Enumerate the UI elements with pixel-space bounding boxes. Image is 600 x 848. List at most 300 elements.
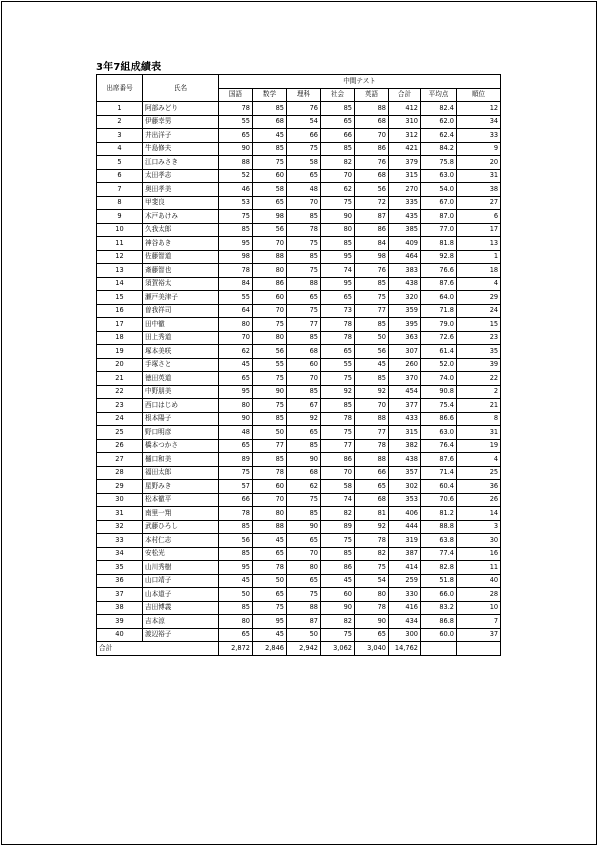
score-cell: 78: [219, 102, 253, 116]
score-cell: 85: [287, 210, 321, 224]
score-cell: 85: [355, 372, 389, 386]
total-label: 合計: [97, 642, 219, 656]
score-cell: 319: [389, 534, 421, 548]
score-cell: 37: [457, 628, 501, 642]
score-cell: 65: [219, 129, 253, 143]
score-cell: 65: [355, 628, 389, 642]
table-row: [97, 250, 501, 264]
score-cell: 87.6: [421, 453, 457, 467]
score-cell: 383: [389, 264, 421, 278]
score-cell: 65: [287, 426, 321, 440]
score-cell: 95: [219, 561, 253, 575]
score-cell: 82: [321, 156, 355, 170]
table-row: [97, 601, 501, 615]
score-cell: 302: [389, 480, 421, 494]
score-cell: 75: [321, 372, 355, 386]
score-cell: 45: [253, 628, 287, 642]
score-cell: 52.0: [421, 358, 457, 372]
table-row: [97, 520, 501, 534]
student-name-cell: 山口靖子: [143, 574, 219, 588]
score-cell: 3: [457, 520, 501, 534]
score-cell: 50: [253, 574, 287, 588]
score-cell: 85: [287, 385, 321, 399]
score-cell: 85: [219, 223, 253, 237]
score-cell: 87.0: [421, 210, 457, 224]
score-cell: 4: [457, 453, 501, 467]
score-cell: 85: [287, 507, 321, 521]
student-name-cell: 手塚さと: [143, 358, 219, 372]
score-cell: 60: [321, 588, 355, 602]
table-row: [97, 304, 501, 318]
score-cell: 56: [253, 223, 287, 237]
score-cell: 86: [355, 223, 389, 237]
student-name-cell: 阿部みどり: [143, 102, 219, 116]
score-cell: 51.8: [421, 574, 457, 588]
score-cell: 62.0: [421, 115, 457, 129]
seat-number-cell: 29: [97, 480, 143, 494]
score-cell: 74.0: [421, 372, 457, 386]
score-cell: 75: [219, 210, 253, 224]
student-name-cell: 樋口和美: [143, 453, 219, 467]
score-cell: 75: [253, 601, 287, 615]
score-cell: 64: [219, 304, 253, 318]
score-cell: 60: [253, 169, 287, 183]
score-cell: 73: [321, 304, 355, 318]
score-cell: 17: [457, 223, 501, 237]
score-cell: 68: [287, 345, 321, 359]
score-cell: 72: [355, 196, 389, 210]
score-cell: 85: [321, 399, 355, 413]
seat-number-cell: 24: [97, 412, 143, 426]
header-science: 理科: [287, 88, 321, 102]
score-cell: 414: [389, 561, 421, 575]
total-cell: [421, 642, 457, 656]
score-cell: 444: [389, 520, 421, 534]
score-cell: 395: [389, 318, 421, 332]
score-cell: 28: [457, 588, 501, 602]
score-cell: 75: [253, 399, 287, 413]
score-cell: 80: [219, 399, 253, 413]
score-cell: 20: [457, 156, 501, 170]
score-cell: 30: [457, 534, 501, 548]
table-row: [97, 588, 501, 602]
seat-number-cell: 22: [97, 385, 143, 399]
score-cell: 50: [355, 331, 389, 345]
seat-number-cell: 7: [97, 183, 143, 197]
score-cell: 81.8: [421, 237, 457, 251]
score-cell: 353: [389, 493, 421, 507]
table-row: [97, 372, 501, 386]
seat-number-cell: 34: [97, 547, 143, 561]
student-name-cell: 曽我祥司: [143, 304, 219, 318]
score-cell: 55: [219, 291, 253, 305]
score-cell: 320: [389, 291, 421, 305]
score-cell: 87: [355, 210, 389, 224]
score-cell: 27: [457, 196, 501, 210]
student-name-cell: 武藤ひろし: [143, 520, 219, 534]
score-cell: 260: [389, 358, 421, 372]
student-name-cell: 山本道子: [143, 588, 219, 602]
score-cell: 23: [457, 331, 501, 345]
score-cell: 75: [287, 304, 321, 318]
table-row: [97, 156, 501, 170]
score-cell: 50: [287, 628, 321, 642]
score-cell: 92: [355, 385, 389, 399]
table-row: [97, 331, 501, 345]
score-cell: 68: [253, 115, 287, 129]
score-cell: 84: [355, 237, 389, 251]
score-cell: 68: [355, 115, 389, 129]
score-cell: 67: [287, 399, 321, 413]
seat-number-cell: 19: [97, 345, 143, 359]
score-cell: 70: [253, 493, 287, 507]
student-name-cell: 西口はじめ: [143, 399, 219, 413]
student-name-cell: 木戸あけみ: [143, 210, 219, 224]
score-cell: 66: [219, 493, 253, 507]
seat-number-cell: 10: [97, 223, 143, 237]
score-cell: 87.6: [421, 277, 457, 291]
score-cell: 62: [219, 345, 253, 359]
header-name: 氏名: [143, 75, 219, 102]
score-cell: 36: [457, 480, 501, 494]
seat-number-cell: 2: [97, 115, 143, 129]
student-name-cell: 奥田孝美: [143, 183, 219, 197]
table-row: [97, 318, 501, 332]
total-row: [97, 642, 501, 656]
seat-number-cell: 37: [97, 588, 143, 602]
score-cell: 88: [355, 102, 389, 116]
seat-number-cell: 4: [97, 142, 143, 156]
score-cell: 35: [457, 345, 501, 359]
score-cell: 65: [219, 372, 253, 386]
score-cell: 86: [355, 142, 389, 156]
score-cell: 75: [287, 493, 321, 507]
score-cell: 75: [321, 196, 355, 210]
score-cell: 80: [253, 264, 287, 278]
score-cell: 85: [219, 601, 253, 615]
table-row: [97, 628, 501, 642]
score-cell: 85: [287, 250, 321, 264]
table-row: [97, 507, 501, 521]
score-cell: 75: [355, 561, 389, 575]
score-cell: 45: [253, 129, 287, 143]
score-cell: 90: [219, 142, 253, 156]
score-cell: 82: [321, 615, 355, 629]
student-name-cell: 田上秀道: [143, 331, 219, 345]
score-cell: 76.4: [421, 439, 457, 453]
score-cell: 75: [321, 534, 355, 548]
score-cell: 70.6: [421, 493, 457, 507]
score-cell: 379: [389, 156, 421, 170]
score-cell: 377: [389, 399, 421, 413]
score-cell: 60.4: [421, 480, 457, 494]
score-cell: 89: [321, 520, 355, 534]
score-cell: 63.8: [421, 534, 457, 548]
seat-number-cell: 14: [97, 277, 143, 291]
score-cell: 54: [287, 115, 321, 129]
score-cell: 48: [219, 426, 253, 440]
score-cell: 85: [253, 453, 287, 467]
score-cell: 315: [389, 426, 421, 440]
score-cell: 55: [219, 115, 253, 129]
score-cell: 88: [287, 601, 321, 615]
score-cell: 66: [321, 129, 355, 143]
score-cell: 65: [219, 439, 253, 453]
score-cell: 259: [389, 574, 421, 588]
table-row: [97, 264, 501, 278]
seat-number-cell: 8: [97, 196, 143, 210]
seat-number-cell: 27: [97, 453, 143, 467]
student-name-cell: 神谷あき: [143, 237, 219, 251]
score-cell: 85: [321, 237, 355, 251]
score-cell: 78: [321, 318, 355, 332]
student-name-cell: 須賀裕太: [143, 277, 219, 291]
table-row: [97, 534, 501, 548]
score-cell: 95: [321, 250, 355, 264]
score-cell: 370: [389, 372, 421, 386]
score-cell: 31: [457, 426, 501, 440]
total-cell: 2,872: [219, 642, 253, 656]
student-name-cell: 斎藤智也: [143, 264, 219, 278]
student-name-cell: 星野みき: [143, 480, 219, 494]
score-cell: 60: [253, 291, 287, 305]
score-cell: 86.6: [421, 412, 457, 426]
total-cell: 3,040: [355, 642, 389, 656]
score-cell: 88: [355, 412, 389, 426]
score-cell: 433: [389, 412, 421, 426]
score-cell: 53: [219, 196, 253, 210]
seat-number-cell: 9: [97, 210, 143, 224]
seat-number-cell: 3: [97, 129, 143, 143]
seat-number-cell: 21: [97, 372, 143, 386]
score-cell: 85: [253, 102, 287, 116]
score-cell: 92: [321, 385, 355, 399]
score-cell: 335: [389, 196, 421, 210]
score-cell: 92.8: [421, 250, 457, 264]
score-cell: 58: [287, 156, 321, 170]
table-row: [97, 223, 501, 237]
score-cell: 70: [287, 196, 321, 210]
score-cell: 55: [253, 358, 287, 372]
student-name-cell: 伊藤幸男: [143, 115, 219, 129]
score-cell: 95: [253, 615, 287, 629]
score-cell: 70: [253, 304, 287, 318]
score-cell: 464: [389, 250, 421, 264]
score-cell: 60: [253, 480, 287, 494]
score-cell: 88: [253, 250, 287, 264]
seat-number-cell: 13: [97, 264, 143, 278]
table-row: [97, 169, 501, 183]
score-cell: 65: [253, 196, 287, 210]
score-cell: 95: [219, 385, 253, 399]
score-cell: 77: [355, 304, 389, 318]
score-cell: 25: [457, 466, 501, 480]
score-cell: 92: [287, 412, 321, 426]
score-cell: 62: [287, 480, 321, 494]
score-cell: 78: [355, 601, 389, 615]
score-cell: 88: [355, 453, 389, 467]
seat-number-cell: 6: [97, 169, 143, 183]
score-cell: 84: [219, 277, 253, 291]
score-cell: 438: [389, 277, 421, 291]
score-cell: 45: [355, 358, 389, 372]
score-cell: 12: [457, 102, 501, 116]
seat-number-cell: 36: [97, 574, 143, 588]
header-japanese: 国語: [219, 88, 253, 102]
student-name-cell: 田中徹: [143, 318, 219, 332]
score-cell: 75: [253, 372, 287, 386]
seat-number-cell: 31: [97, 507, 143, 521]
score-cell: 2: [457, 385, 501, 399]
score-cell: 65: [321, 345, 355, 359]
score-cell: 21: [457, 399, 501, 413]
table-row: [97, 291, 501, 305]
score-cell: 70: [355, 129, 389, 143]
student-name-cell: 根本陽子: [143, 412, 219, 426]
score-cell: 18: [457, 264, 501, 278]
table-row: [97, 115, 501, 129]
score-cell: 382: [389, 439, 421, 453]
score-cell: 70: [321, 466, 355, 480]
document-title: 3年7組成績表: [96, 62, 162, 73]
score-cell: 78: [355, 534, 389, 548]
score-cell: 65: [287, 534, 321, 548]
student-name-cell: 牛島修夫: [143, 142, 219, 156]
score-cell: 406: [389, 507, 421, 521]
score-cell: 54.0: [421, 183, 457, 197]
score-cell: 80: [355, 588, 389, 602]
score-cell: 363: [389, 331, 421, 345]
total-cell: 3,062: [321, 642, 355, 656]
score-cell: 85: [287, 439, 321, 453]
score-cell: 74: [321, 493, 355, 507]
total-cell: 2,942: [287, 642, 321, 656]
header-midterm-test: 中間テスト: [219, 75, 501, 89]
table-row: [97, 277, 501, 291]
score-cell: 72.6: [421, 331, 457, 345]
score-cell: 80: [321, 223, 355, 237]
score-cell: 7: [457, 615, 501, 629]
score-cell: 4: [457, 277, 501, 291]
grade-table: [96, 74, 501, 656]
score-cell: 80: [219, 615, 253, 629]
student-rows: [97, 102, 501, 642]
student-name-cell: 吉田博義: [143, 601, 219, 615]
seat-number-cell: 30: [97, 493, 143, 507]
score-cell: 65: [287, 291, 321, 305]
score-cell: 65: [287, 574, 321, 588]
score-cell: 80: [253, 331, 287, 345]
header-seat-no: 出席番号: [97, 75, 143, 102]
score-cell: 76.6: [421, 264, 457, 278]
score-cell: 19: [457, 439, 501, 453]
score-cell: 75: [253, 156, 287, 170]
score-cell: 80: [287, 561, 321, 575]
score-cell: 454: [389, 385, 421, 399]
student-name-cell: 徳田英道: [143, 372, 219, 386]
score-cell: 88: [287, 277, 321, 291]
score-cell: 75: [287, 142, 321, 156]
table-row: [97, 561, 501, 575]
score-cell: 76: [355, 156, 389, 170]
score-cell: 300: [389, 628, 421, 642]
score-cell: 22: [457, 372, 501, 386]
score-cell: 81: [355, 507, 389, 521]
score-cell: 357: [389, 466, 421, 480]
score-cell: 65: [253, 547, 287, 561]
table-row: [97, 102, 501, 116]
seat-number-cell: 39: [97, 615, 143, 629]
score-cell: 310: [389, 115, 421, 129]
score-cell: 434: [389, 615, 421, 629]
score-cell: 82.8: [421, 561, 457, 575]
score-cell: 56: [253, 345, 287, 359]
score-cell: 62.4: [421, 129, 457, 143]
seat-number-cell: 32: [97, 520, 143, 534]
score-cell: 57: [219, 480, 253, 494]
score-cell: 71.8: [421, 304, 457, 318]
header-average: 平均点: [421, 88, 457, 102]
score-cell: 34: [457, 115, 501, 129]
score-cell: 438: [389, 453, 421, 467]
score-cell: 76: [287, 102, 321, 116]
score-cell: 85: [219, 547, 253, 561]
score-cell: 48: [287, 183, 321, 197]
score-cell: 77.4: [421, 547, 457, 561]
score-cell: 33: [457, 129, 501, 143]
score-cell: 75.4: [421, 399, 457, 413]
seat-number-cell: 25: [97, 426, 143, 440]
score-cell: 82.4: [421, 102, 457, 116]
score-cell: 80: [219, 318, 253, 332]
score-cell: 85: [321, 102, 355, 116]
score-cell: 66: [355, 466, 389, 480]
score-cell: 14: [457, 507, 501, 521]
score-cell: 83.2: [421, 601, 457, 615]
score-cell: 65: [219, 628, 253, 642]
score-cell: 58: [253, 183, 287, 197]
score-cell: 77: [287, 318, 321, 332]
seat-number-cell: 33: [97, 534, 143, 548]
score-cell: 66: [287, 129, 321, 143]
score-cell: 31: [457, 169, 501, 183]
score-cell: 409: [389, 237, 421, 251]
seat-number-cell: 18: [97, 331, 143, 345]
score-cell: 89: [219, 453, 253, 467]
score-cell: 90: [287, 520, 321, 534]
score-cell: 78: [355, 439, 389, 453]
student-name-cell: 渡辺裕子: [143, 628, 219, 642]
score-cell: 78: [287, 223, 321, 237]
score-cell: 80: [253, 507, 287, 521]
student-name-cell: 本村仁志: [143, 534, 219, 548]
seat-number-cell: 35: [97, 561, 143, 575]
score-cell: 70: [287, 547, 321, 561]
seat-number-cell: 15: [97, 291, 143, 305]
seat-number-cell: 40: [97, 628, 143, 642]
total-cell: 14,762: [389, 642, 421, 656]
score-cell: 312: [389, 129, 421, 143]
score-cell: 6: [457, 210, 501, 224]
header-rank: 順位: [457, 88, 501, 102]
score-cell: 29: [457, 291, 501, 305]
score-cell: 62: [321, 183, 355, 197]
score-cell: 71.4: [421, 466, 457, 480]
score-cell: 79.0: [421, 318, 457, 332]
score-cell: 68: [355, 169, 389, 183]
score-cell: 8: [457, 412, 501, 426]
score-cell: 86: [321, 561, 355, 575]
